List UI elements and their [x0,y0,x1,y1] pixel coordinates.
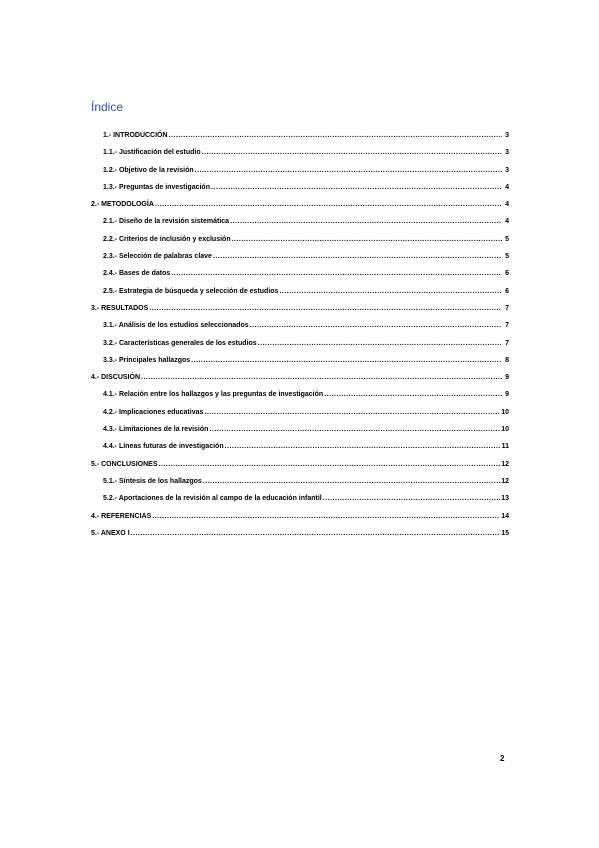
toc-entry-page: 9 [505,391,509,399]
toc-entry[interactable] [91,231,509,248]
toc-dot-leader [195,162,502,179]
toc-dot-leader [141,369,502,386]
toc-entry[interactable] [91,265,509,282]
toc-entry-label: 2.4.- Bases de datos [103,270,171,278]
toc-dot-leader [211,179,502,196]
toc-entry-label: 2.5.- Estrategia de búsqueda y selección de estudios [103,287,279,295]
toc-entry[interactable] [91,352,509,369]
toc-entry[interactable] [91,162,509,179]
toc-dot-leader [191,352,502,369]
table-of-contents [91,127,509,542]
toc-entry[interactable] [91,196,509,213]
toc-entry-label: 4.2.- Implicaciones educativas [103,408,204,416]
toc-dot-leader [232,231,502,248]
toc-dot-leader [279,283,502,300]
toc-entry-label: 3.3.- Principales hallazgos [103,356,191,364]
toc-entry-page: 3 [505,132,509,139]
toc-entry-page: 7 [505,322,509,330]
toc-dot-leader [230,213,502,230]
toc-entry[interactable] [91,421,509,438]
toc-entry-page: 7 [505,304,509,312]
toc-entry-page: 12 [501,460,509,468]
toc-entry-page: 13 [501,495,509,503]
toc-entry[interactable] [91,283,509,300]
toc-entry-label: 4.- REFERENCIAS [91,512,152,520]
toc-entry-label: 4.- DISCUSIÓN [91,374,141,382]
toc-entry-page: 6 [505,270,509,278]
toc-entry-page: 4 [505,218,509,226]
toc-entry-label: 2.2.- Criterios de inclusión y exclusión [103,235,231,243]
toc-dot-leader [202,144,502,161]
toc-entry-label: 5.- ANEXO I [91,529,130,537]
toc-dot-leader [250,317,502,334]
toc-entry-label: 2.3.- Selección de palabras clave [103,253,212,261]
toc-dot-leader [131,525,501,542]
toc-dot-leader [155,196,502,213]
toc-entry-label: 1.2.- Objetivo de la revisión [103,166,194,174]
toc-entry[interactable] [91,213,509,230]
toc-entry[interactable] [91,438,509,455]
toc-entry[interactable] [91,248,509,265]
toc-entry-page: 8 [505,356,509,364]
toc-entry-label: 3.1.- Análisis de los estudios seleccionados [103,322,249,330]
toc-entry[interactable] [91,317,509,334]
toc-entry[interactable] [91,369,509,386]
toc-entry[interactable] [91,144,509,161]
toc-entry-label: 5.1.- Síntesis de los hallazgos [103,477,202,485]
toc-entry-label: 1.- INTRODUCCIÓN [103,132,168,139]
toc-heading: Índice [91,100,124,114]
toc-dot-leader [171,265,502,282]
toc-entry[interactable] [91,386,509,403]
toc-entry[interactable] [91,300,509,317]
toc-entry-page: 5 [505,235,509,243]
toc-dot-leader [169,127,502,144]
toc-entry-page: 11 [501,443,509,451]
toc-entry[interactable] [91,456,509,473]
toc-entry-page: 3 [505,149,509,157]
toc-entry-label: 1.1.- Justificación del estudio [103,149,201,157]
page-number: 2 [500,754,505,763]
toc-entry-page: 7 [505,339,509,347]
toc-entry-page: 15 [501,529,509,537]
toc-entry-page: 10 [501,408,509,416]
toc-dot-leader [203,473,500,490]
toc-entry[interactable] [91,404,509,421]
toc-dot-leader [209,421,500,438]
toc-entry-label: 5.- CONCLUSIONES [91,460,158,468]
toc-entry[interactable] [91,179,509,196]
toc-entry-label: 3.2.- Características generales de los estudios [103,339,257,347]
toc-entry[interactable] [91,473,509,490]
toc-dot-leader [258,335,502,352]
toc-entry-page: 4 [505,201,509,209]
toc-dot-leader [225,438,501,455]
toc-entry-page: 14 [501,512,509,520]
toc-entry-label: 4.3.- Limitaciones de la revisión [103,426,209,434]
toc-entry[interactable] [91,127,509,144]
toc-entry-page: 5 [505,253,509,261]
toc-entry-label: 2.- METODOLOGÍA [91,201,154,209]
toc-dot-leader [159,456,501,473]
toc-dot-leader [204,404,500,421]
toc-entry-label: 3.- RESULTADOS [91,304,149,312]
toc-entry-page: 4 [505,183,509,191]
toc-dot-leader [323,490,500,507]
toc-entry-page: 6 [505,287,509,295]
toc-entry[interactable] [91,525,509,542]
toc-entry-label: 4.1.- Relación entre los hallazgos y las preguntas de investigación [103,391,324,399]
toc-entry-label: 5.2.- Aportaciones de la revisión al campo de la educación infantil [103,495,322,503]
toc-entry-label: 4.4.- Líneas futuras de investigación [103,443,224,451]
toc-entry-page: 9 [505,374,509,382]
toc-entry[interactable] [91,335,509,352]
toc-dot-leader [213,248,502,265]
toc-dot-leader [149,300,502,317]
toc-entry-label: 2.1.- Diseño de la revisión sistemática [103,218,230,226]
toc-dot-leader [152,508,500,525]
toc-dot-leader [324,386,502,403]
toc-entry-page: 3 [505,166,509,174]
toc-entry-page: 12 [501,477,509,485]
toc-entry[interactable] [91,490,509,507]
toc-entry-page: 10 [501,426,509,434]
toc-entry[interactable] [91,508,509,525]
toc-entry-label: 1.3.- Preguntas de investigación [103,183,210,191]
